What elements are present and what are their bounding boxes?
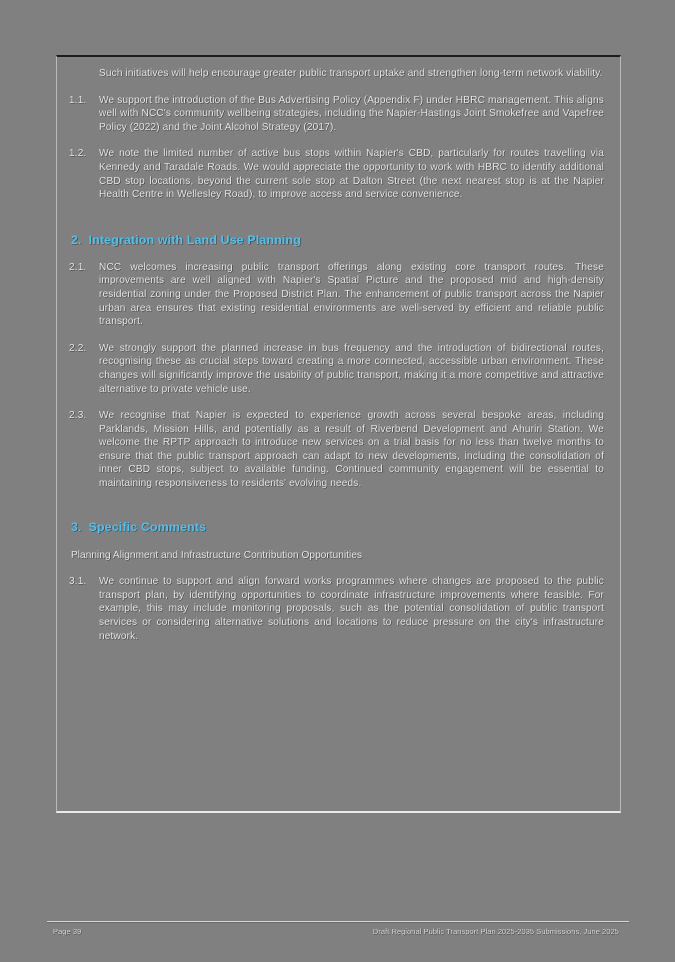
- footer-row: [47, 927, 629, 937]
- list-item-number: 1.1.: [69, 94, 87, 106]
- footer-page-number: Page 39: [53, 927, 82, 936]
- list-item-text: NCC welcomes increasing public transport offerings along existing core transport routes. These improvements are well aligned with Napier's Spatial Picture and the proposed mid and high-density residential zoning under the Proposed District Plan. The enhancement of public transport across the Napier urban area ensures that existing residential environments are well-served by efficient and reliable public transport.: [99, 261, 604, 328]
- list-item-text: We note the limited number of active bus stops within Napier's CBD, particularly for routes travelling via Kennedy and Taradale Roads. We would appreciate the opportunity to work with HBRC to identify additional CBD stop locations, beyond the current sole stop at Dalton Street (the next nearest stop is at the Napier Health Centre in Wellesley Road), to improve access and service convenience.: [99, 148, 604, 201]
- list-item-text: We support the introduction of the Bus Advertising Policy (Appendix F) under HBRC management. This aligns well with NCC's community wellbeing strategies, including the Napier-Hastings Joint Smokefree and Vapefree Policy (2022) and the Joint Alcohol Strategy (2017).: [99, 94, 604, 133]
- list-item-text: We continue to support and align forward works programmes where changes are proposed to the public transport plan, by identifying opportunities to coordinate infrastructure improvements where feasible. For example, this may include monitoring proposals, such as the potential consolidation of public transport services or considering alternative solutions and locations to reduce pressure on the city's infrastructure network.: [99, 576, 604, 642]
- page-footer: [47, 921, 629, 947]
- list-item-number: 3.1.: [69, 576, 87, 588]
- list-item: [67, 575, 604, 643]
- subheading-planning-alignment: Planning Alignment and Infrastructure Contribution Opportunities: [71, 549, 363, 561]
- list-item: [67, 342, 604, 396]
- section-heading-3-title: Specific Comments: [88, 519, 207, 534]
- section-heading-2: [67, 232, 604, 248]
- list-item-number: 2.2.: [69, 342, 87, 354]
- section-heading-2-title: Integration with Land Use Planning: [88, 232, 301, 247]
- list-item-text: We strongly support the planned increase in bus frequency and the introduction of bidirectional routes, recognising these as crucial steps toward creating a more connected, accessible urban environment. These changes will significantly improve the usability of public transport, making it a more competitive and attractive alternative to private vehicle use.: [99, 342, 604, 395]
- list-item-text: We recognise that Napier is expected to experience growth across several bespoke areas, including Parklands, Mission Hills, and potentially as a result of Riverbend Development and Ahuriri Station. We welcome the RPTP approach to introduce new services on a trial basis for no less than twelve months to ensure that the public transport approach can adapt to new developments, including the consolidation of inner CBD stops, subject to available funding. Continued community engagement will be essential to maintaining responsiveness to residents' evolving needs.: [99, 410, 604, 490]
- intro-paragraph: Such initiatives will help encourage greater public transport uptake and strengthen long-term network viability.: [99, 68, 603, 79]
- footer-document-reference: Draft Regional Public Transport Plan 2025-2035 Submissions, June 2025: [372, 927, 619, 936]
- section-heading-3: [67, 519, 604, 535]
- list-item: [67, 94, 604, 135]
- content-text-frame: [56, 55, 621, 813]
- list-item-number: 1.2.: [69, 148, 87, 160]
- list-item: [67, 261, 604, 329]
- footer-divider: [47, 921, 629, 923]
- section-heading-2-number: 2.: [71, 232, 82, 247]
- list-item: [67, 409, 604, 491]
- section-heading-3-number: 3.: [71, 519, 82, 534]
- list-item-number: 2.1.: [69, 261, 87, 273]
- list-item: [67, 147, 604, 201]
- list-item-number: 2.3.: [69, 410, 87, 422]
